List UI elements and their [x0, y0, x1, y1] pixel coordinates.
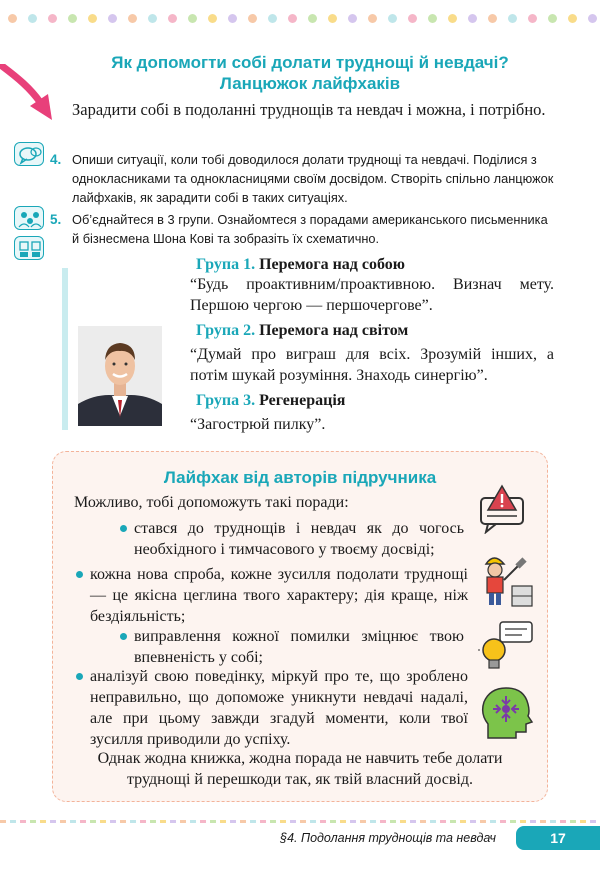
top-dot [388, 14, 397, 23]
bottom-dash [470, 820, 476, 823]
top-dot [568, 14, 577, 23]
bottom-dash [180, 820, 186, 823]
group-3-heading [196, 392, 345, 410]
group-1-heading [196, 256, 405, 274]
top-dot [508, 14, 517, 23]
top-dot [268, 14, 277, 23]
bottom-dash [90, 820, 96, 823]
bottom-dash [340, 820, 346, 823]
bottom-dash [50, 820, 56, 823]
head-arrows-icon [478, 684, 534, 742]
group-2-heading [196, 322, 408, 340]
group-title: Перемога над собою [259, 256, 406, 273]
task-text: Об’єднайтеся в 3 групи. Ознайомтеся з порадами американського письменника й бізнесмена Шона Кові та зобразіть їх схематично. [72, 212, 548, 246]
top-dot [68, 14, 77, 23]
task-number: 4. [50, 152, 62, 167]
bottom-dash [10, 820, 16, 823]
bottom-dash [190, 820, 196, 823]
top-dot [128, 14, 137, 23]
top-dot [208, 14, 217, 23]
task-5 [50, 210, 558, 248]
bottom-dash [210, 820, 216, 823]
page-number: 17 [516, 826, 600, 850]
portrait-image [78, 326, 162, 426]
group-title: Перемога над світом [259, 322, 409, 339]
top-dot [248, 14, 257, 23]
bottom-dash [590, 820, 596, 823]
bottom-dash [200, 820, 206, 823]
bottom-dash [420, 820, 426, 823]
bottom-dash [70, 820, 76, 823]
top-dot [448, 14, 457, 23]
top-dot [168, 14, 177, 23]
bullet-dot [120, 525, 127, 532]
group-icon [15, 207, 45, 231]
bottom-dash [580, 820, 586, 823]
bottom-dash [120, 820, 126, 823]
heading-line-2: Ланцюжок лайфхаків [219, 74, 401, 93]
top-dot [488, 14, 497, 23]
bottom-dash [320, 820, 326, 823]
bottom-dash [500, 820, 506, 823]
bottom-dash [150, 820, 156, 823]
task-4 [50, 150, 558, 207]
bottom-dash [350, 820, 356, 823]
bottom-dash [250, 820, 256, 823]
lifehack-item [134, 518, 464, 560]
lifehack-item-text: аналізуй свою поведінку, міркуй про те, що зроблено неправильно, що допоможе уникнути невдачі надалі, але при цьому завжди згадуй моменти, коли твої зусилля приводили до успіху. [90, 668, 468, 748]
pair-icon-box [14, 236, 44, 260]
author-portrait [78, 326, 162, 426]
bottom-dash [390, 820, 396, 823]
section-heading [60, 52, 560, 94]
lifehack-item-text: виправлення кожної помилки зміцнює твою впевненість у собі; [134, 628, 464, 666]
discussion-icon-box [14, 142, 44, 166]
bottom-dash [360, 820, 366, 823]
top-dot [148, 14, 157, 23]
speech-bubble-icon [15, 143, 45, 167]
bottom-dash [260, 820, 266, 823]
group-1-quote: “Будь проактивним/проактивною. Визнач мету. Першою чергою — першочергове”. [190, 276, 554, 314]
bottom-dash [310, 820, 316, 823]
bottom-dash [100, 820, 106, 823]
top-dot [548, 14, 557, 23]
top-dot [108, 14, 117, 23]
bottom-dash [300, 820, 306, 823]
bottom-dash [270, 820, 276, 823]
bottom-dash [480, 820, 486, 823]
bottom-dash [160, 820, 166, 823]
bottom-dash [110, 820, 116, 823]
top-dot [308, 14, 317, 23]
builder-icon [478, 550, 538, 610]
top-dot [188, 14, 197, 23]
photo-accent-bar [62, 268, 68, 430]
bottom-dash [60, 820, 66, 823]
bottom-dash [240, 820, 246, 823]
top-dot [8, 14, 17, 23]
top-dot [368, 14, 377, 23]
bottom-dash [510, 820, 516, 823]
bottom-dash [440, 820, 446, 823]
bottom-dash [0, 820, 6, 823]
group-label: Група 2. [196, 322, 256, 339]
top-dot [468, 14, 477, 23]
bottom-dash [290, 820, 296, 823]
bottom-dash [520, 820, 526, 823]
lifehack-conclusion: Однак жодна книжка, жодна порада не навчить тебе долати труднощі й перешкоди так, як твій власний досвід. [97, 750, 503, 788]
top-dot [288, 14, 297, 23]
top-dot-row [0, 14, 600, 24]
top-dot [48, 14, 57, 23]
bottom-dash [230, 820, 236, 823]
bottom-dash [20, 820, 26, 823]
lifehack-item [90, 564, 468, 627]
bottom-dash [460, 820, 466, 823]
bullet-dot [76, 571, 83, 578]
bottom-dash [450, 820, 456, 823]
top-dot [228, 14, 237, 23]
group-title: Регенерація [259, 392, 346, 409]
bottom-dash [410, 820, 416, 823]
lifehack-item-text: стався до труднощів і невдач як до чогось необхідного і тимчасового у твоєму досвіді; [134, 520, 464, 558]
bullet-dot [120, 633, 127, 640]
top-dot [328, 14, 337, 23]
bottom-dash [170, 820, 176, 823]
group-3-quote: “Загострюй пилку”. [190, 416, 326, 433]
bottom-dash [380, 820, 386, 823]
footer-section-title: §4. Подолання труднощів та невдач [280, 831, 496, 845]
lifehack-item-text: кожна нова спроба, кожне зусилля подолати труднощі — це якісна цеглина твого характеру; дія краще, ніж бездіяльність; [90, 566, 468, 625]
group-icon-box [14, 206, 44, 230]
top-dot [528, 14, 537, 23]
bottom-dash [550, 820, 556, 823]
bottom-dash [430, 820, 436, 823]
group-2-quote: “Думай про виграш для всіх. Зрозумій інших, а потім шукай розуміння. Знаходь синергію”. [190, 346, 554, 384]
bottom-dash [370, 820, 376, 823]
bottom-dash [540, 820, 546, 823]
bottom-dash [130, 820, 136, 823]
top-dot [428, 14, 437, 23]
top-dot [88, 14, 97, 23]
top-dot [348, 14, 357, 23]
bottom-dash [280, 820, 286, 823]
lifehack-item [134, 626, 464, 668]
bottom-dash [400, 820, 406, 823]
top-dot [28, 14, 37, 23]
warning-chat-icon [478, 484, 526, 534]
bottom-dash [40, 820, 46, 823]
task-number: 5. [50, 212, 62, 227]
bottom-dash [330, 820, 336, 823]
pair-work-icon [15, 237, 45, 261]
heading-line-1: Як допомогти собі долати труднощі й невдачі? [111, 53, 509, 72]
bottom-dash [80, 820, 86, 823]
bottom-dash [560, 820, 566, 823]
group-label: Група 3. [196, 392, 256, 409]
intro-paragraph: Зарадити собі в подоланні труднощів та невдач і можна, і потрібно. [72, 100, 546, 119]
top-dot [588, 14, 597, 23]
bottom-dash-row [0, 820, 600, 823]
lifehack-intro: Можливо, тобі допоможуть такі поради: [74, 494, 349, 511]
task-text: Опиши ситуації, коли тобі доводилося долати труднощі та невдачі. Поділися з однокласниками та однокласницями своїм досвідом. Створіть спільно ланцюжок лайфхаків, як зарадити собі в таких ситуаціях. [72, 152, 554, 205]
bottom-dash [140, 820, 146, 823]
lifehack-title: Лайфхак від авторів підручника [163, 468, 437, 487]
bottom-dash [30, 820, 36, 823]
bullet-dot [76, 673, 83, 680]
group-label: Група 1. [196, 256, 256, 273]
bottom-dash [490, 820, 496, 823]
lightbulb-idea-icon [478, 618, 534, 674]
bottom-dash [570, 820, 576, 823]
top-dot [408, 14, 417, 23]
bottom-dash [530, 820, 536, 823]
bottom-dash [220, 820, 226, 823]
lifehack-item [90, 666, 468, 750]
